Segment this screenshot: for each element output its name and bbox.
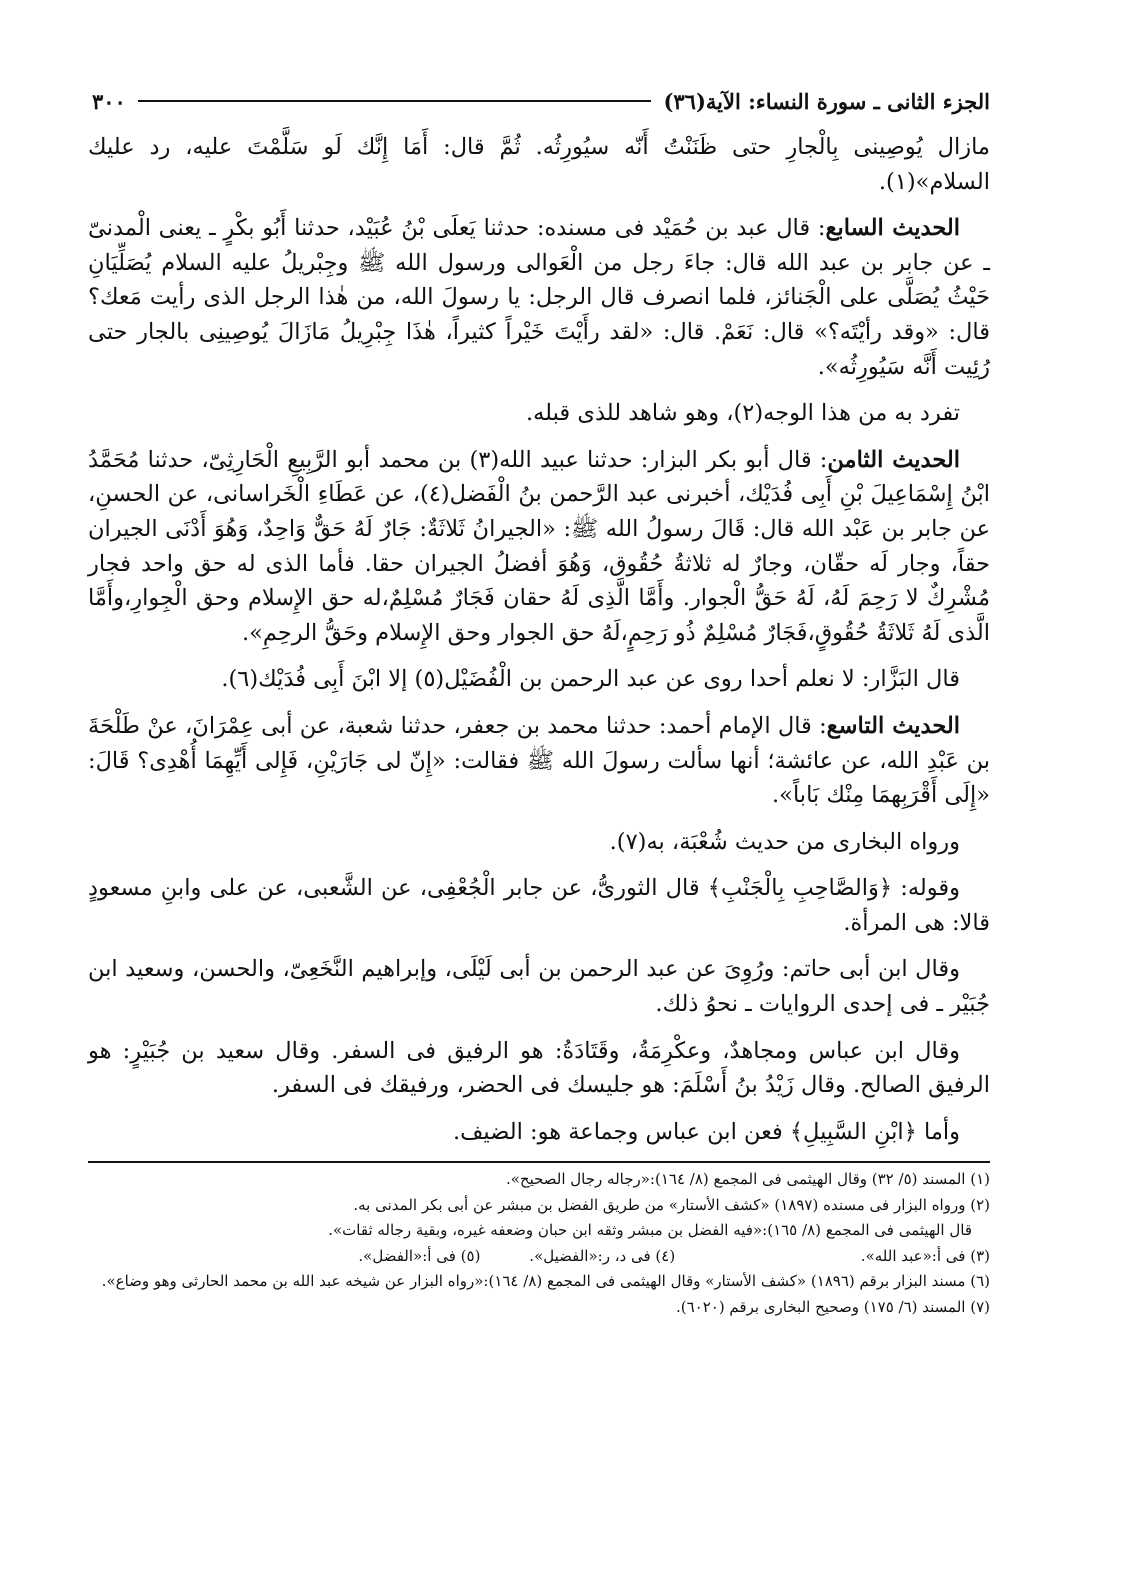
book-page xyxy=(88,0,990,1320)
footnote: قال الهيثمى فى المجمع (٨/ ١٦٥):«فيه الفضل بن مبشر وثقه ابن حبان وضعفه غيره، وبقية رجاله ثقات». xyxy=(328,1221,972,1240)
footnote: (٢) ورواه البزار فى مسنده (١٨٩٧) «كشف الأستار» من طريق الفضل بن مبشر عن أبى بكر المدنى به. xyxy=(353,1195,990,1214)
paragraph: وأما ﴿ابْنِ السَّبِيلِ﴾ فعن ابن عباس وجماعة هو: الضيف. xyxy=(452,1118,960,1145)
paragraph: مازال يُوصِينى بِالْجارِ حتى ظَنَنْتُ أَنّه سيُورِثُه. ثُمَّ قال: أَمَا إِنَّك لَو سَلَّمْتَ عليه، رد عليك السلام»(١). xyxy=(88,134,990,195)
footnote-row xyxy=(88,1244,990,1270)
footnote: (٥) فى أ:«الفضل». xyxy=(358,1246,481,1265)
paragraph: الحديث الثامن: قال أبو بكر البزار: حدثنا عبيد الله(٣) بن محمد أبو الرَّبِيعِ الْحَارِثِىّ، حدثنا مُحَمَّدُ ابْنُ إِسْمَاعِيلَ بْنِ أَبِى فُدَيْك، أخبرنى عبد الرَّحمن بنُ الْفَضل(٤)، عن عَطَاءِ الْخَراسانى، عن الحسنِ، عن جابر بن عَبْد الله قال: قَالَ رسولُ الله ﷺ: «الجيرانُ ثَلاثَةٌ: جَارٌ لَهُ حَقٌّ وَاحِدٌ، وَهُوَ أَدْنَى الجيران حقاً، وجار لَه حقّان، وجارٌ له ثلاثةُ حُقُوق، وَهُوَ أفضلُ الجيران حقا. فأما الذى له حق واحد فجار مُشْرِكٌ لا رَحِمَ لَهُ، لَهُ حَقُّ الْجوار. وأَمَّا الَّذِى لَهُ حقان فَجَارٌ مُسْلِمٌ،له حق الإِسلام وحق الْجِوارِ،وأَمَّا الَّذى لَهُ ثَلاثَةُ حُقُوقٍ،فَجَارٌ مُسْلِمٌ ذُو رَحِمٍ،لَهُ حق الجوار وحق الإِسلام وحَقُّ الرحِمِ». xyxy=(88,446,990,646)
paragraph: تفرد به من هذا الوجه(٢)، وهو شاهد للذى قبله. xyxy=(525,400,960,427)
hadith-heading: الحديث السابع xyxy=(825,215,960,242)
footnotes xyxy=(88,1161,990,1320)
running-title: الجزء الثانى ـ سورة النساء: الآية(٣٦) xyxy=(663,88,990,114)
hadith-heading: الحديث التاسع xyxy=(826,712,960,739)
page-number: ٣٠٠ xyxy=(92,88,126,114)
footnote: (٧) المسند (٦/ ١٧٥) وصحيح البخارى برقم (٦٠٢٠). xyxy=(675,1297,990,1316)
paragraph: ورواه البخارى من حديث شُعْبَة، به(٧). xyxy=(609,828,960,855)
footnote: (٣) فى أ:«عبد الله». xyxy=(860,1246,990,1265)
footnote: (٤) فى د، ر:«الفضيل». xyxy=(529,1246,676,1265)
paragraph: الحديث السابع: قال عبد بن حُمَيْد فى مسنده: حدثنا يَعلَى بْنُ عُبَيْد، حدثنا أَبُو بكْرٍ ـ يعنى الْمدنىّ ـ عن جابر بن عبد الله قال: جاءَ رجل من الْعَوالى ورسول الله ﷺ وجِبْريلُ عليه السلام يُصَلِّيَانِ حَيْثُ يُصَلَّى على الْجَنائز، فلما انصرف قال الرجل: يا رسولَ الله، من هٰذا الرجل الذى رأيت مَعك؟ قال: «وقد رأيْتَه؟» قال: نَعَمْ. قال: «لقد رأَيْتَ خَيْراً كثيراً، هٰذَا جِبْرِيلُ مَازَالَ يُوصِينِى بالجار حتى رُئِيت أَنَّه سَيُورِثُه». xyxy=(88,215,990,380)
main-text xyxy=(88,130,990,1149)
footnote: (٦) مسند البزار برقم (١٨٩٦) «كشف الأستار» وقال الهيثمى فى المجمع (٨/ ١٦٤):«رواه البزار عن شيخه عبد الله بن محمد الحارثى وهو وضاع». xyxy=(101,1272,990,1291)
header-rule xyxy=(138,100,652,102)
paragraph: وقوله: ﴿وَالصَّاحِبِ بِالْجَنْبِ﴾ قال الثورىُّ، عن جابر الْجُعْفِى، عن الشَّعبى، عن على وابنِ مسعودٍ قالا: هى المرأة. xyxy=(88,875,990,936)
footnote: (١) المسند (٥/ ٣٢) وقال الهيثمى فى المجمع (٨/ ١٦٤):«رجاله رجال الصحيح». xyxy=(505,1170,990,1189)
paragraph: قال البَزَّار: لا نعلم أحدا روى عن عبد الرحمن بن الْفُضَيْل(٥) إلا ابْنَ أَبِى فُدَيْك(٦). xyxy=(221,666,960,693)
paragraph: وقال ابن أبى حاتم: ورُوِىَ عن عبد الرحمن بن أبى لَيْلَى، وإبراهيم النَّخَعِىّ، والحسن، وسعيد ابن جُبَيْر ـ فى إحدى الروايات ـ نحوُ ذلك. xyxy=(88,956,990,1018)
paragraph: وقال ابن عباس ومجاهدٌ، وعكْرِمَةُ، وقَتَادَةُ: هو الرفيق فى السفر. وقال سعيد بن جُبَيْرٍ: هو الرفيق الصالح. وقال زَيْدُ بنُ أَسْلَمَ: هو جليسك فى الحضر، ورفيقك فى السفر. xyxy=(88,1037,990,1099)
paragraph: الحديث التاسع: قال الإمام أحمد: حدثنا محمد بن جعفر، حدثنا شعبة، عن أبى عِمْرَانَ، عنْ طَلْحَةَ بن عَبْدِ الله، عن عائشة؛ أنها سألت رسولَ الله ﷺ فقالت: «إِنّ لى جَارَيْنِ، فَإِلى أَيِّهِمَا أُهْدِى؟ قَالَ: «إِلَى أَقْرَبِهمَا مِنْك بَاباً». xyxy=(88,712,990,809)
running-header xyxy=(88,84,990,118)
hadith-heading: الحديث الثامن xyxy=(827,446,960,473)
